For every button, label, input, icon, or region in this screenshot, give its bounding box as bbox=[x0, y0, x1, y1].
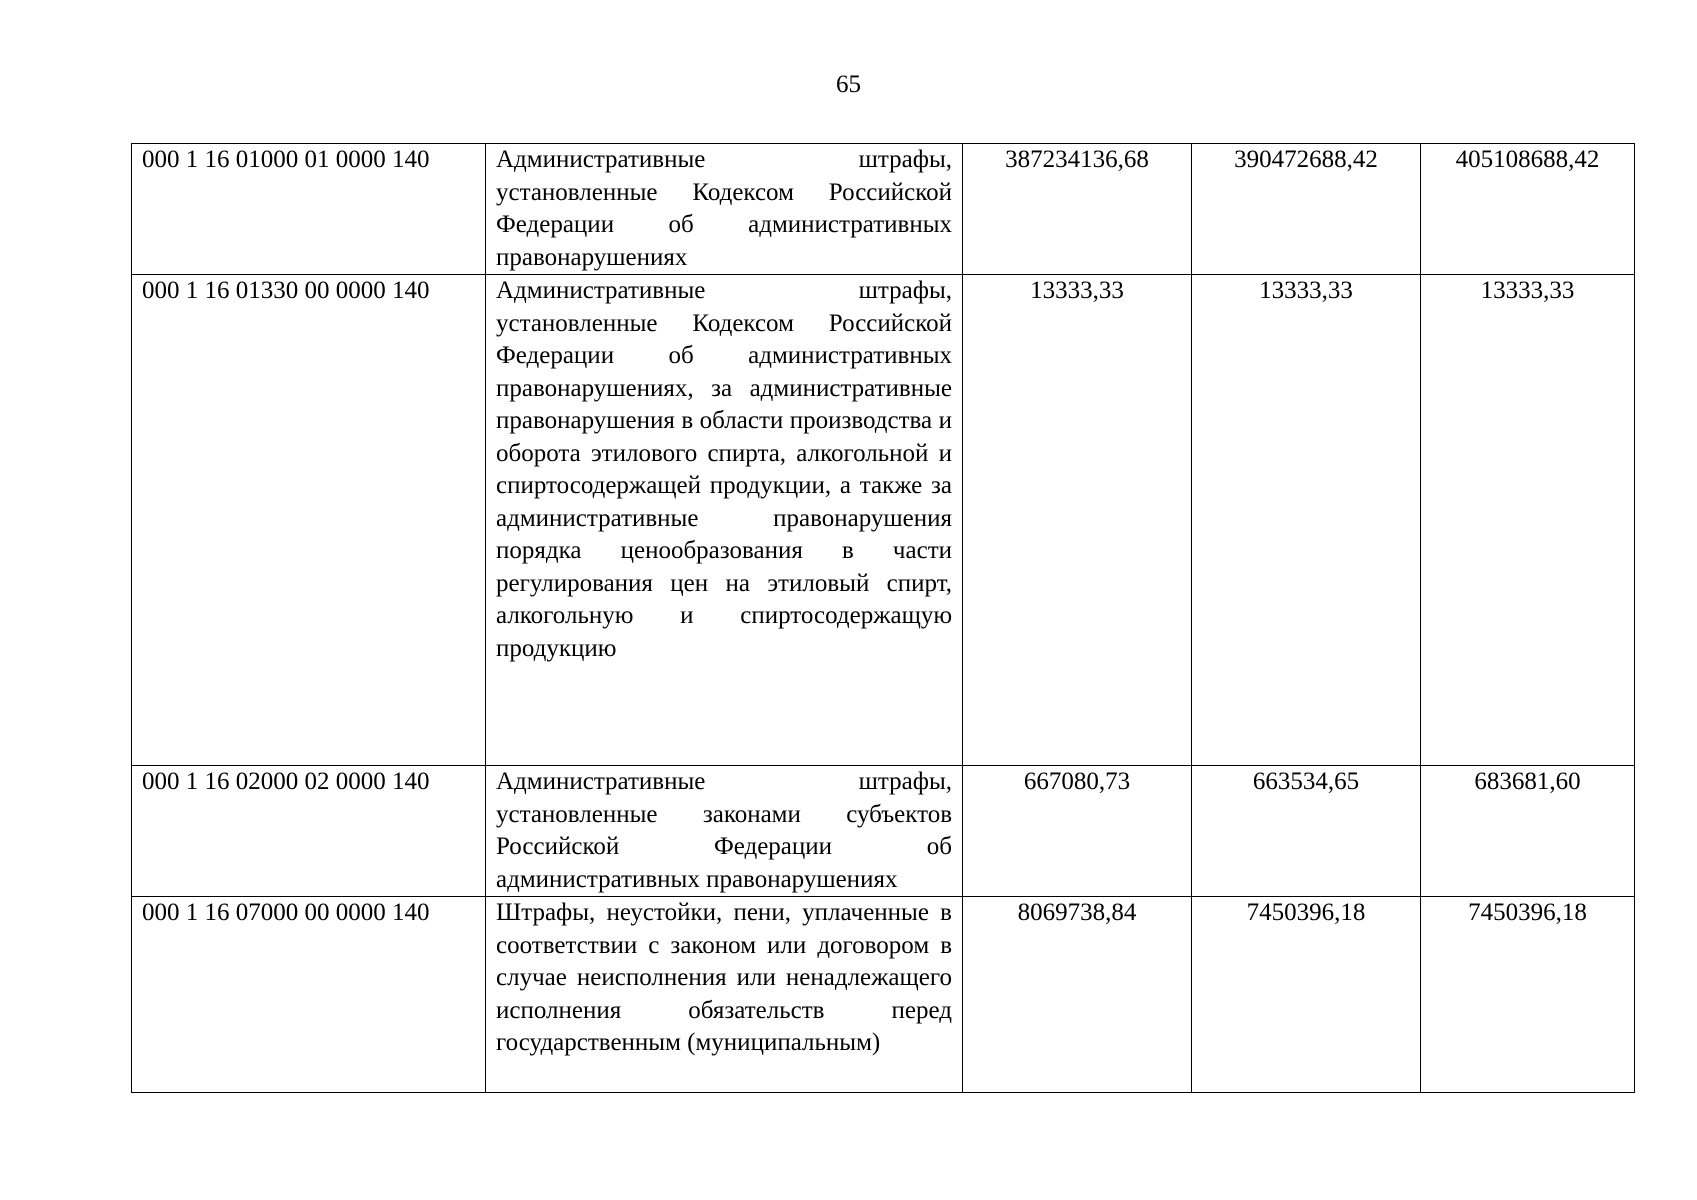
amount-year2-cell: 663534,65 bbox=[1192, 766, 1421, 897]
revenue-table bbox=[131, 143, 1635, 1093]
revenue-name-cell: Штрафы, неустойки, пени, уплаченные в соответствии с законом или договором в случае неисполнения или ненадлежащего исполнения обязательств перед государственным (муниципальным) bbox=[486, 897, 963, 1093]
table-row bbox=[132, 897, 1635, 1093]
table-row bbox=[132, 766, 1635, 897]
table-row bbox=[132, 275, 1635, 766]
amount-year3-cell: 683681,60 bbox=[1421, 766, 1635, 897]
amount-year1-cell: 667080,73 bbox=[963, 766, 1192, 897]
amount-year3-cell: 7450396,18 bbox=[1421, 897, 1635, 1093]
table-row bbox=[132, 144, 1635, 275]
amount-year1-cell: 8069738,84 bbox=[963, 897, 1192, 1093]
budget-code-cell: 000 1 16 01330 00 0000 140 bbox=[132, 275, 486, 766]
amount-year2-cell: 13333,33 bbox=[1192, 275, 1421, 766]
amount-year3-cell: 405108688,42 bbox=[1421, 144, 1635, 275]
budget-code-cell: 000 1 16 01000 01 0000 140 bbox=[132, 144, 486, 275]
page-number: 65 bbox=[836, 71, 861, 98]
revenue-name-cell: Административные штрафы, установленные Кодексом Российской Федерации об административных правонарушениях bbox=[486, 144, 963, 275]
revenue-name-cell: Административные штрафы, установленные законами субъектов Российской Федерации об административных правонарушениях bbox=[486, 766, 963, 897]
amount-year3-cell: 13333,33 bbox=[1421, 275, 1635, 766]
amount-year2-cell: 7450396,18 bbox=[1192, 897, 1421, 1093]
amount-year2-cell: 390472688,42 bbox=[1192, 144, 1421, 275]
amount-year1-cell: 387234136,68 bbox=[963, 144, 1192, 275]
revenue-name-cell: Административные штрафы, установленные Кодексом Российской Федерации об административных правонарушениях, за административные правонарушения в области производства и оборота этилового спирта, алкогольной и спиртосодержащей продукции, а также за административные правонарушения порядка ценообразования в части регулирования цен на этиловый спирт, алкогольную и спиртосодержащую продукцию bbox=[486, 275, 963, 766]
budget-code-cell: 000 1 16 07000 00 0000 140 bbox=[132, 897, 486, 1093]
amount-year1-cell: 13333,33 bbox=[963, 275, 1192, 766]
budget-code-cell: 000 1 16 02000 02 0000 140 bbox=[132, 766, 486, 897]
